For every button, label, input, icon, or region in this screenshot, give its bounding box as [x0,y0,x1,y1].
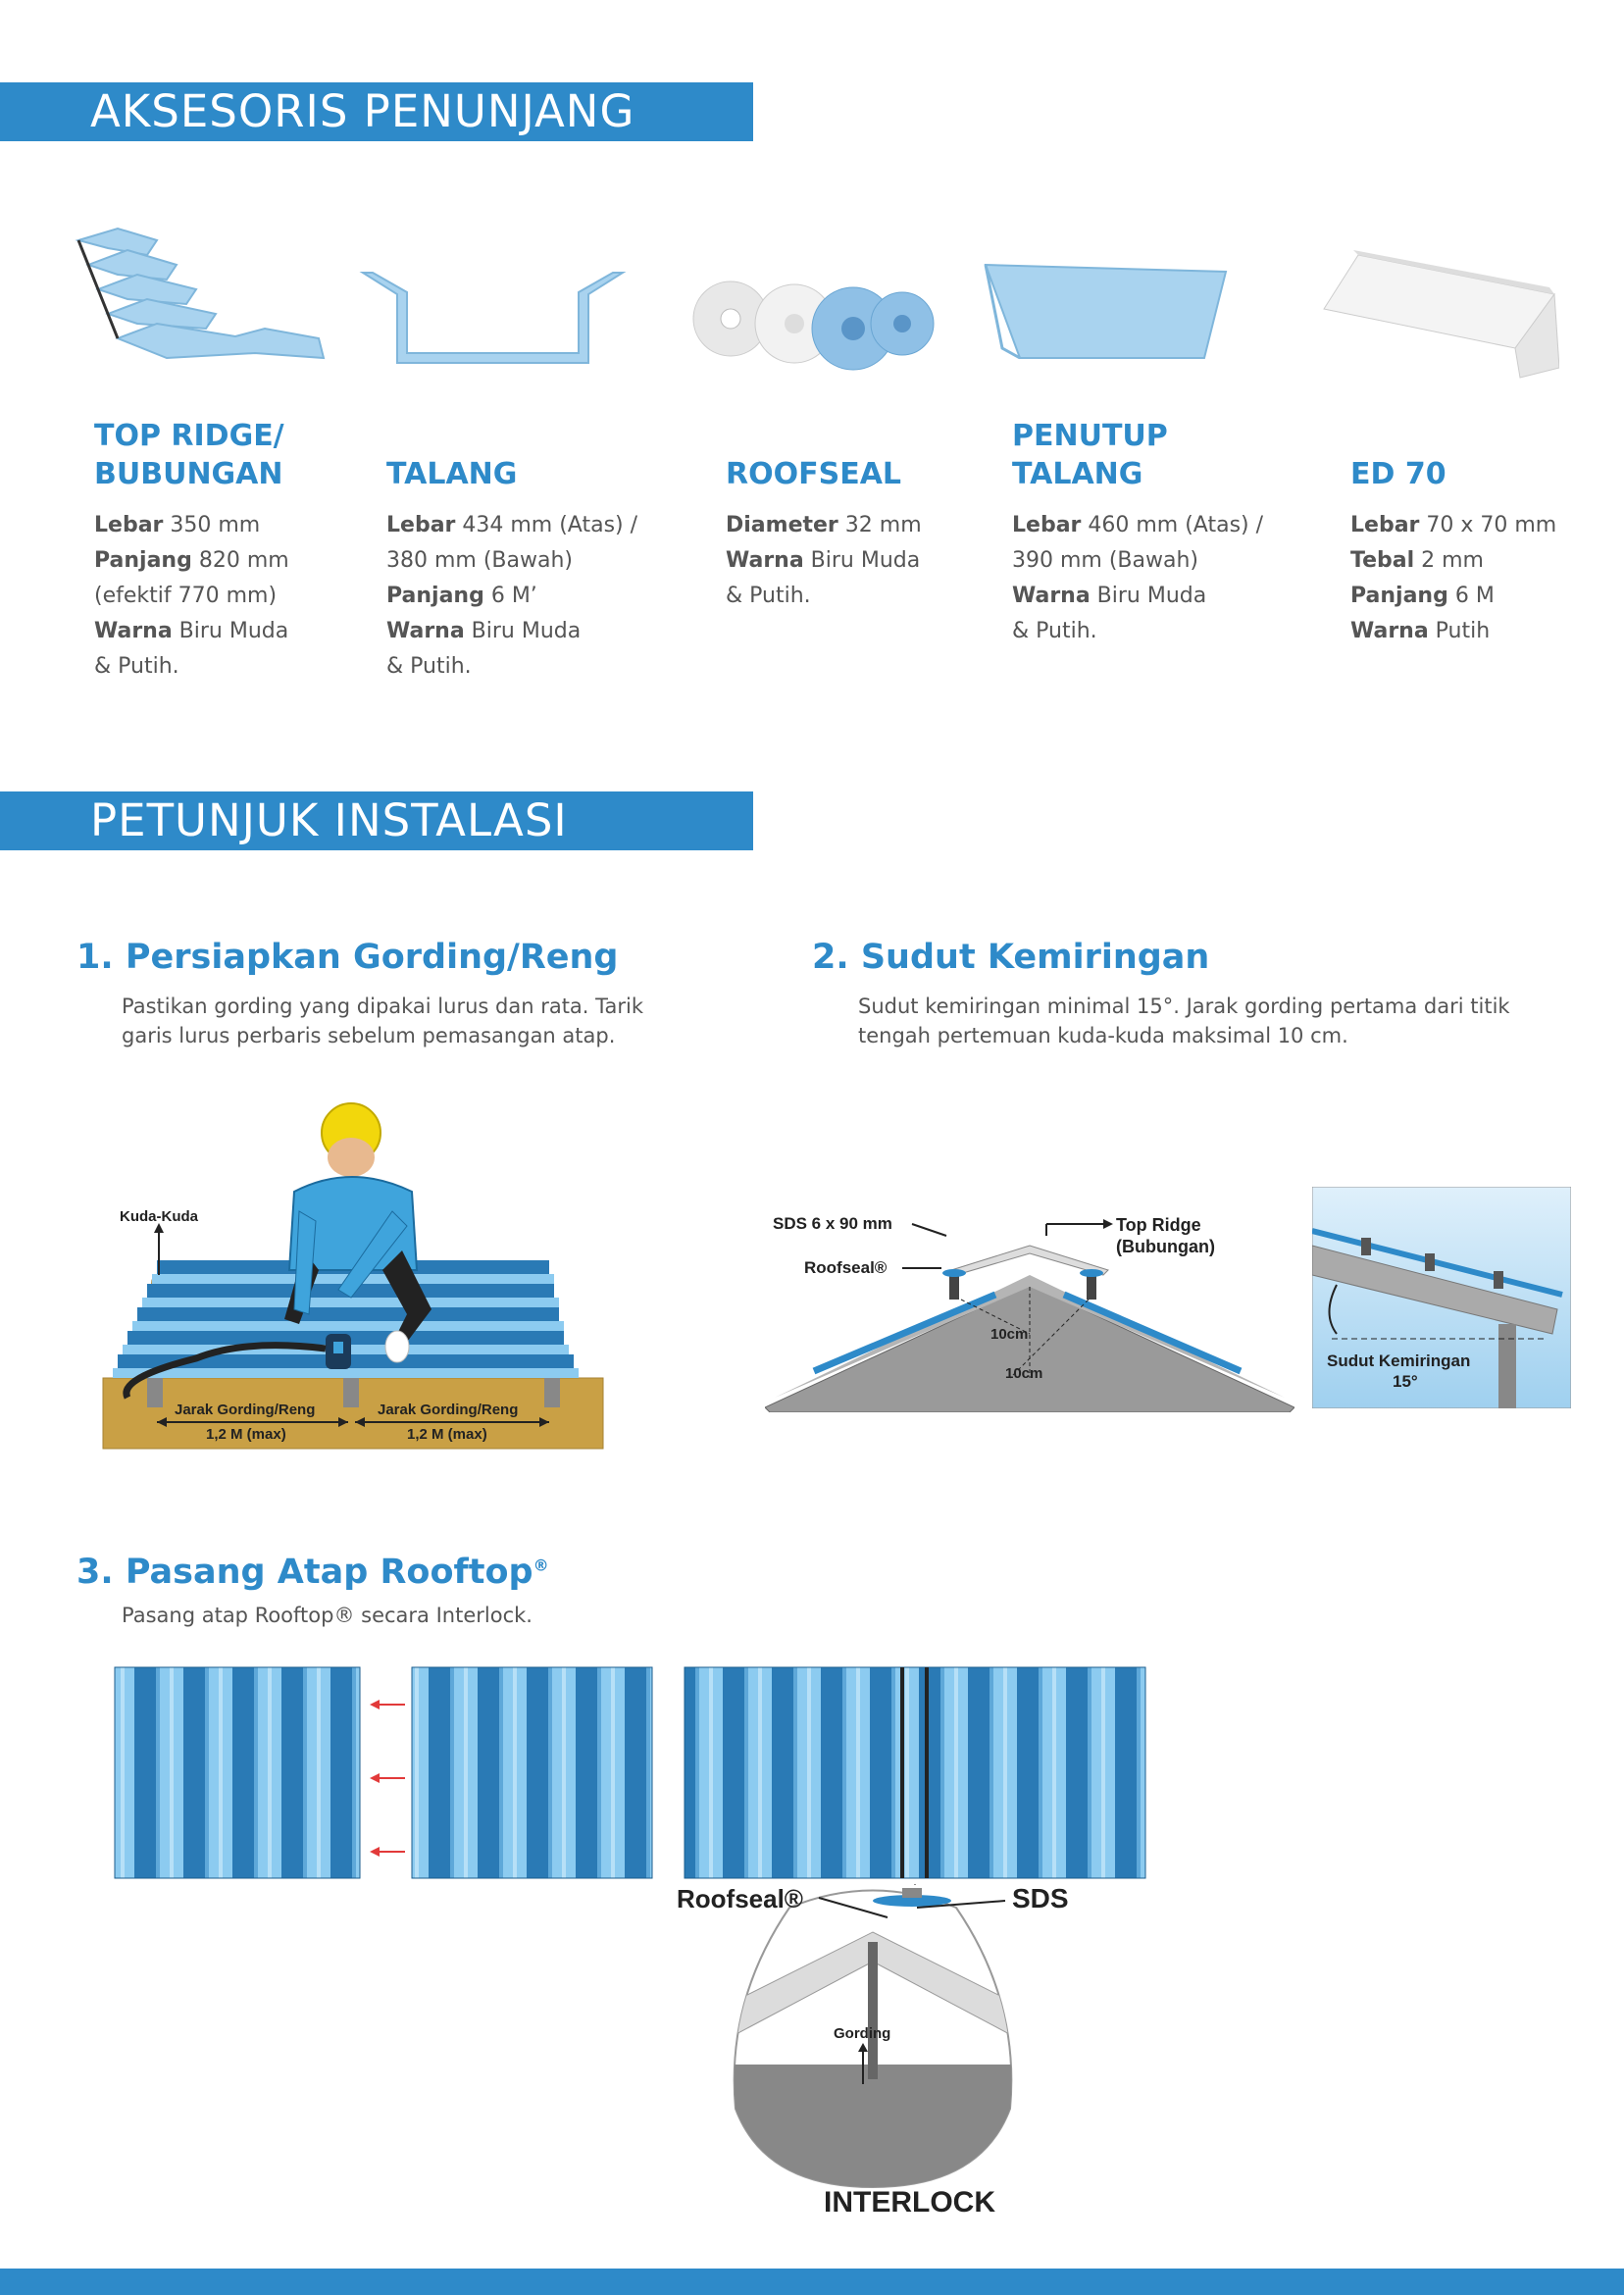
ed70-image [1319,250,1559,387]
interlock-label: INTERLOCK [824,2186,995,2218]
footer-bar [0,2269,1624,2295]
penutup-talang-image [981,260,1236,368]
top-ridge-title: TOP RIDGE/ BUBUNGAN [94,419,284,491]
ten-cm-1: 10cm [990,1326,1029,1343]
roofseal-image [686,275,941,373]
jarak-label-right: Jarak Gording/Reng [378,1402,519,1418]
gording-label: Gording [834,2025,891,2042]
sds-label: SDS 6 x 90 mm [773,1214,892,1233]
sudut-label-1: Sudut Kemiringan [1327,1352,1471,1370]
step2-heading: 2. Sudut Kemiringan [812,938,1210,977]
step3-interlock-detail [677,1883,1069,2226]
ed70-title: ED 70 [1350,457,1446,491]
top-ridge-label-1: Top Ridge [1116,1215,1201,1235]
step3-text: Pasang atap Rooftop® secara Interlock. [122,1604,533,1627]
roofseal-specs: Diameter 32 mm Warna Biru Muda & Putih. [726,513,922,608]
step1-heading: 1. Persiapkan Gording/Reng [76,938,619,977]
jarak-label-left: Jarak Gording/Reng [175,1402,316,1418]
top-ridge-image [69,221,333,378]
install-banner: PETUNJUK INSTALASI [0,791,753,850]
step3-heading: 3. Pasang Atap Rooftop® [76,1553,549,1592]
roofseal-callout: Roofseal® [677,1884,803,1913]
top-ridge-label-2: (Bubungan) [1116,1237,1215,1256]
accessories-banner: AKSESORIS PENUNJANG [0,82,753,141]
kuda-label: Kuda-Kuda [120,1208,198,1225]
talang-title: TALANG [386,457,518,491]
step2-roof-diagram [765,1206,1294,1412]
step1-text: Pastikan gording yang dipakai lurus dan rata. Tarik garis lurus perbaris sebelum pemasangan atap. [122,994,644,1047]
penutup-talang-specs: Lebar 460 mm (Atas) / 390 mm (Bawah) Warna Biru Muda & Putih. [1012,513,1264,643]
step1-illustration [98,1084,608,1456]
max-label-right: 1,2 M (max) [407,1426,487,1443]
talang-image [358,265,633,373]
step2-text: Sudut kemiringan minimal 15°. Jarak gording pertama dari titik tengah pertemuan kuda-kuda maksimal 10 cm. [858,994,1510,1047]
ten-cm-2: 10cm [1005,1365,1043,1382]
ed70-specs: Lebar 70 x 70 mm Tebal 2 mm Panjang 6 M Warna Putih [1350,513,1557,643]
penutup-talang-title: PENUTUP TALANG [1012,419,1168,491]
top-ridge-specs: Lebar 350 mm Panjang 820 mm (efektif 770 mm) Warna Biru Muda & Putih. [94,513,289,679]
max-label-left: 1,2 M (max) [206,1426,286,1443]
sudut-label-2: 15° [1393,1372,1418,1391]
step3-sheets [113,1662,1152,1883]
sds-callout: SDS [1012,1883,1069,1913]
step2-slope-detail [1312,1187,1571,1408]
roofseal-label: Roofseal® [804,1258,888,1277]
talang-specs: Lebar 434 mm (Atas) / 380 mm (Bawah) Panjang 6 M’ Warna Biru Muda & Putih. [386,513,638,679]
roofseal-title: ROOFSEAL [726,457,902,491]
